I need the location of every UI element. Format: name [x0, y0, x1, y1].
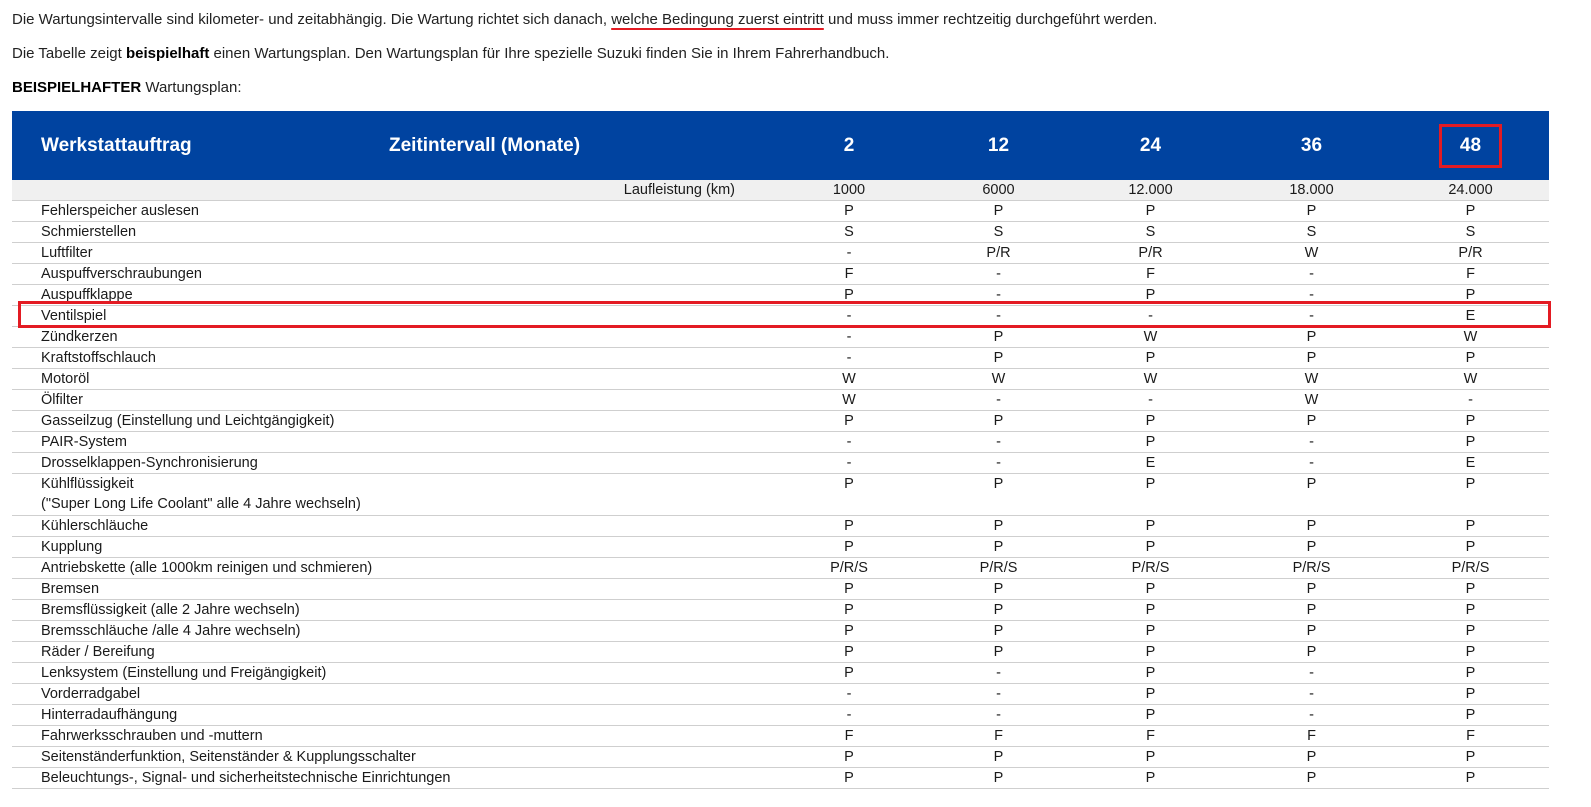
table-row — [12, 705, 1549, 726]
task-name — [12, 705, 771, 726]
task-value: P — [1070, 348, 1231, 369]
task-label: Fahrwerksschrauben und -muttern — [41, 728, 263, 744]
task-name — [12, 390, 771, 411]
task-value: P — [771, 621, 927, 642]
task-value: P — [927, 768, 1070, 789]
task-label: Räder / Bereifung — [41, 644, 155, 660]
task-value: P — [1070, 537, 1231, 558]
task-value: P — [1070, 201, 1231, 222]
task-value: - — [927, 453, 1070, 474]
task-value: - — [1231, 432, 1392, 453]
task-value: P — [771, 474, 927, 516]
task-value: P — [1231, 201, 1392, 222]
task-value: E — [1070, 453, 1231, 474]
table-row — [12, 327, 1549, 348]
task-value: P — [927, 327, 1070, 348]
task-name — [12, 264, 771, 285]
task-value: W — [771, 369, 927, 390]
task-label: Luftfilter — [41, 245, 93, 261]
task-value: P — [1231, 474, 1392, 516]
task-name — [12, 516, 771, 537]
task-value: P — [771, 537, 927, 558]
task-value: P — [1070, 474, 1231, 516]
task-value: P — [771, 201, 927, 222]
task-value: P — [1070, 705, 1231, 726]
task-value: P — [1231, 768, 1392, 789]
task-name — [12, 579, 771, 600]
task-value: P — [1231, 747, 1392, 768]
table-row — [12, 516, 1549, 537]
intro-1-end: und muss immer rechtzeitig durchgeführt werden. — [823, 11, 1158, 28]
task-name — [12, 201, 771, 222]
task-value: P — [927, 642, 1070, 663]
task-value: P — [1392, 768, 1549, 789]
task-label: Fehlerspeicher auslesen — [41, 203, 199, 219]
task-value: F — [1070, 726, 1231, 747]
task-note: ("Super Long Life Coolant" alle 4 Jahre wechseln) — [41, 496, 361, 512]
task-value: - — [927, 684, 1070, 705]
task-value: P — [927, 537, 1070, 558]
table-row — [12, 411, 1549, 432]
task-value: P — [1392, 663, 1549, 684]
task-value: - — [771, 705, 927, 726]
task-value: E — [1392, 306, 1549, 327]
task-value: P — [1070, 684, 1231, 705]
intro-paragraph-1 — [12, 11, 1157, 28]
maintenance-table — [12, 111, 1549, 789]
task-value: F — [927, 726, 1070, 747]
intro-1-highlight: welche Bedingung zuerst eintritt — [611, 11, 824, 28]
table-row — [12, 600, 1549, 621]
task-value: P — [1392, 474, 1549, 516]
task-name — [12, 306, 771, 327]
table-row — [12, 642, 1549, 663]
task-value: P — [927, 747, 1070, 768]
intro-2-end: einen Wartungsplan. Den Wartungsplan für Ihre spezielle Suzuki finden Sie in Ihrem Fahrerhandbuch. — [209, 45, 890, 62]
task-value: - — [927, 390, 1070, 411]
table-row — [12, 348, 1549, 369]
table-row — [12, 558, 1549, 579]
task-value: F — [1070, 264, 1231, 285]
task-value: P — [1392, 705, 1549, 726]
task-value: P/R — [1392, 243, 1549, 264]
task-value: E — [1392, 453, 1549, 474]
task-label: Auspuffklappe — [41, 287, 133, 303]
task-value: - — [1231, 285, 1392, 306]
task-value: P — [1070, 600, 1231, 621]
task-label: Seitenständerfunktion, Seitenständer & Kupplungsschalter — [41, 749, 416, 765]
task-value: - — [1231, 306, 1392, 327]
task-value: F — [1392, 264, 1549, 285]
task-value: W — [1070, 327, 1231, 348]
task-label: Zündkerzen — [41, 329, 118, 345]
task-value: F — [1392, 726, 1549, 747]
task-label: Kühlerschläuche — [41, 518, 149, 534]
task-value: P — [1231, 348, 1392, 369]
task-value: - — [771, 684, 927, 705]
plan-caption-rest: Wartungsplan: — [141, 79, 242, 96]
task-value: W — [1231, 390, 1392, 411]
task-value: P — [1392, 516, 1549, 537]
task-label: Vorderradgabel — [41, 686, 141, 702]
task-value: P/R/S — [1231, 558, 1392, 579]
task-value: S — [771, 222, 927, 243]
task-value: P — [1392, 537, 1549, 558]
intro-paragraph-2 — [12, 45, 889, 62]
task-value: P — [1070, 411, 1231, 432]
task-value: P — [927, 348, 1070, 369]
intro-2-start: Die Tabelle zeigt — [12, 45, 126, 62]
table-row — [12, 579, 1549, 600]
task-label: Schmierstellen — [41, 224, 137, 240]
task-value: S — [1392, 222, 1549, 243]
task-value: P — [1392, 642, 1549, 663]
table-row — [12, 201, 1549, 222]
task-value: - — [927, 264, 1070, 285]
task-value: P — [771, 600, 927, 621]
header-task: Werkstattauftrag — [12, 111, 387, 180]
task-value: - — [927, 663, 1070, 684]
task-value: F — [1231, 726, 1392, 747]
task-value: - — [1392, 390, 1549, 411]
task-name — [12, 726, 771, 747]
task-label: Bremsschläuche /alle 4 Jahre wechseln) — [41, 623, 301, 639]
task-value: P — [1231, 327, 1392, 348]
task-label: Bremsflüssigkeit (alle 2 Jahre wechseln) — [41, 602, 300, 618]
task-name — [12, 285, 771, 306]
highlight-box-48: 48 — [1439, 124, 1502, 168]
table-row — [12, 537, 1549, 558]
task-name — [12, 411, 771, 432]
task-value: P/R — [927, 243, 1070, 264]
task-value: P — [1392, 600, 1549, 621]
task-name — [12, 474, 771, 516]
task-label: Motoröl — [41, 371, 90, 387]
task-value: S — [1231, 222, 1392, 243]
mileage-value: 1000 — [771, 180, 927, 201]
task-value: S — [1070, 222, 1231, 243]
task-value: P — [1231, 411, 1392, 432]
task-value: P — [1070, 285, 1231, 306]
table-row — [12, 663, 1549, 684]
task-value: P — [927, 411, 1070, 432]
task-value: P — [771, 642, 927, 663]
task-value: - — [771, 453, 927, 474]
mileage-label: Laufleistung (km) — [12, 180, 771, 201]
task-value: - — [771, 243, 927, 264]
task-value: P — [927, 621, 1070, 642]
task-value: P/R/S — [771, 558, 927, 579]
task-label: Hinterradaufhängung — [41, 707, 178, 723]
task-value: P — [771, 747, 927, 768]
task-label: Drosselklappen-Synchronisierung — [41, 455, 258, 471]
mileage-value: 12.000 — [1070, 180, 1231, 201]
table-row — [12, 222, 1549, 243]
task-value: F — [771, 726, 927, 747]
table-row — [12, 474, 1549, 516]
task-label: Kupplung — [41, 539, 103, 555]
task-name — [12, 369, 771, 390]
task-value: P — [771, 768, 927, 789]
task-label: PAIR-System — [41, 434, 127, 450]
table-header-row — [12, 111, 1549, 180]
table-row — [12, 768, 1549, 789]
task-label: Ventilspiel — [41, 308, 107, 324]
table-row — [12, 390, 1549, 411]
table-row — [12, 285, 1549, 306]
task-value: P — [1392, 579, 1549, 600]
task-value: P — [1070, 516, 1231, 537]
table-row — [12, 369, 1549, 390]
mileage-value: 24.000 — [1392, 180, 1549, 201]
task-name — [12, 348, 771, 369]
task-name — [12, 600, 771, 621]
task-label: Bremsen — [41, 581, 100, 597]
task-value: - — [1070, 306, 1231, 327]
task-value: P — [1231, 642, 1392, 663]
task-label: Auspuffverschraubungen — [41, 266, 202, 282]
task-value: P — [1231, 516, 1392, 537]
task-value: - — [1231, 705, 1392, 726]
task-value: P — [1231, 600, 1392, 621]
task-value: W — [1392, 327, 1549, 348]
intro-1-start: Die Wartungsintervalle sind kilometer- und zeitabhängig. Die Wartung richtet sich danach, — [12, 11, 612, 28]
task-value: W — [1392, 369, 1549, 390]
task-value: P — [1392, 201, 1549, 222]
header-interval: Zeitintervall (Monate) — [387, 111, 771, 180]
task-name — [12, 642, 771, 663]
task-name — [12, 222, 771, 243]
task-value: P/R/S — [1070, 558, 1231, 579]
task-value: P — [927, 201, 1070, 222]
task-name — [12, 663, 771, 684]
task-name — [12, 243, 771, 264]
task-label: Antriebskette (alle 1000km reinigen und schmieren) — [41, 560, 373, 576]
task-name — [12, 684, 771, 705]
task-label: Beleuchtungs-, Signal- und sicherheitstechnische Einrichtungen — [41, 770, 451, 786]
task-name — [12, 327, 771, 348]
table-row — [12, 243, 1549, 264]
task-value: - — [927, 285, 1070, 306]
task-name — [12, 768, 771, 789]
task-value: W — [1231, 369, 1392, 390]
mileage-value: 18.000 — [1231, 180, 1392, 201]
task-value: W — [927, 369, 1070, 390]
task-value: - — [1231, 264, 1392, 285]
table-row — [12, 726, 1549, 747]
table-row — [12, 684, 1549, 705]
plan-caption — [12, 79, 242, 96]
task-value: P — [771, 663, 927, 684]
task-value: - — [1231, 663, 1392, 684]
task-value: - — [1070, 390, 1231, 411]
task-value: P — [1392, 285, 1549, 306]
task-value: F — [771, 264, 927, 285]
mileage-value: 6000 — [927, 180, 1070, 201]
task-value: W — [771, 390, 927, 411]
task-value: - — [771, 348, 927, 369]
task-value: P — [1070, 663, 1231, 684]
task-value: P — [1392, 684, 1549, 705]
table-row — [12, 264, 1549, 285]
task-label: Lenksystem (Einstellung und Freigängigkeit) — [41, 665, 327, 681]
table-row — [12, 453, 1549, 474]
task-label: Kühlflüssigkeit — [41, 476, 134, 492]
task-value: P — [1392, 348, 1549, 369]
task-value: - — [771, 327, 927, 348]
task-value: W — [1231, 243, 1392, 264]
task-value: P — [927, 600, 1070, 621]
task-name — [12, 537, 771, 558]
task-value: P — [927, 516, 1070, 537]
task-value: P/R — [1070, 243, 1231, 264]
task-name — [12, 621, 771, 642]
task-name — [12, 558, 771, 579]
header-month-24: 24 — [1070, 111, 1231, 180]
task-value: P — [1392, 411, 1549, 432]
task-value: P — [1392, 621, 1549, 642]
task-value: W — [1070, 369, 1231, 390]
task-value: P — [1070, 747, 1231, 768]
intro-2-bold: beispielhaft — [125, 45, 210, 62]
table-row — [12, 432, 1549, 453]
task-label: Kraftstoffschlauch — [41, 350, 156, 366]
task-value: P — [1231, 537, 1392, 558]
task-label: Gasseilzug (Einstellung und Leichtgängigkeit) — [41, 413, 335, 429]
task-name — [12, 432, 771, 453]
task-value: P — [927, 579, 1070, 600]
task-name — [12, 747, 771, 768]
table-row — [12, 621, 1549, 642]
task-label: Ölfilter — [41, 392, 83, 408]
task-value: - — [927, 306, 1070, 327]
task-value: P/R/S — [927, 558, 1070, 579]
task-value: P — [1231, 621, 1392, 642]
mileage-row — [12, 180, 1549, 201]
plan-caption-bold: BEISPIELHAFTER — [12, 79, 142, 96]
task-value: P — [1070, 621, 1231, 642]
task-value: - — [771, 432, 927, 453]
task-value: P — [1070, 432, 1231, 453]
task-value: P — [771, 285, 927, 306]
task-value: P — [771, 411, 927, 432]
task-value: P/R/S — [1392, 558, 1549, 579]
task-value: P — [927, 474, 1070, 516]
task-value: S — [927, 222, 1070, 243]
task-value: P — [1231, 579, 1392, 600]
task-value: P — [771, 516, 927, 537]
task-value: P — [771, 579, 927, 600]
task-value: P — [1392, 432, 1549, 453]
table-row — [12, 306, 1549, 327]
task-name — [12, 453, 771, 474]
header-month-48 — [1392, 111, 1549, 180]
task-value: - — [927, 705, 1070, 726]
task-value: - — [1231, 453, 1392, 474]
task-value: P — [1392, 747, 1549, 768]
header-month-36: 36 — [1231, 111, 1392, 180]
task-value: P — [1070, 642, 1231, 663]
task-value: - — [927, 432, 1070, 453]
header-month-12: 12 — [927, 111, 1070, 180]
table-row — [12, 747, 1549, 768]
task-value: - — [771, 306, 927, 327]
task-value: - — [1231, 684, 1392, 705]
task-value: P — [1070, 579, 1231, 600]
task-value: P — [1070, 768, 1231, 789]
header-month-2: 2 — [771, 111, 927, 180]
